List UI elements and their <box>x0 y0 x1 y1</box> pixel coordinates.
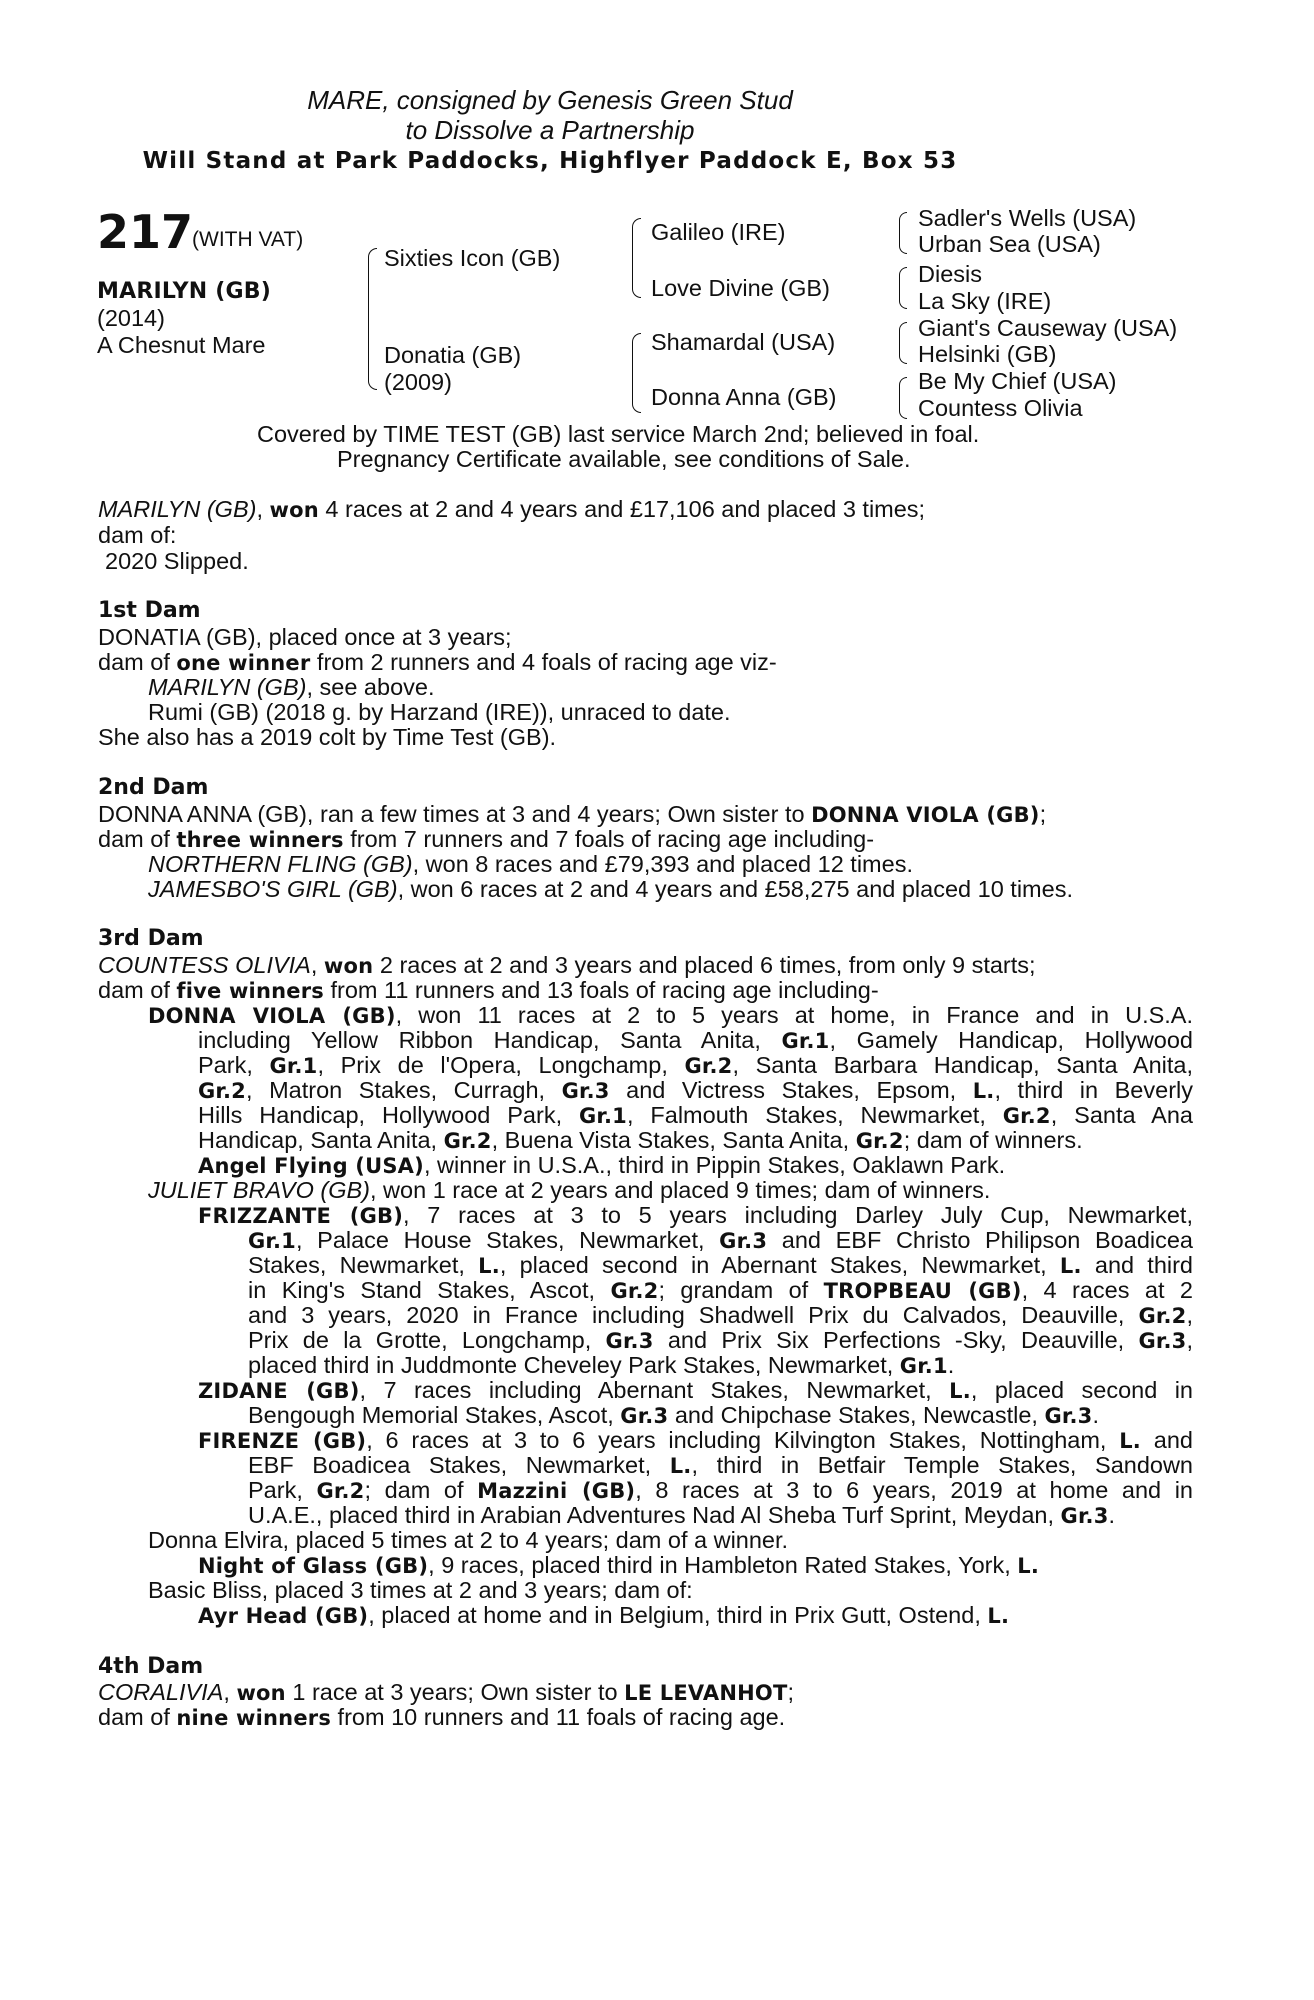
intro-foal: 2020 Slipped. <box>105 548 249 574</box>
intro-name: MARILYN (GB) <box>98 496 257 522</box>
pedigree-dam: Donatia (GB) <box>384 342 522 368</box>
dam2-heading: 2nd Dam <box>98 775 209 800</box>
juliet-bravo-line: JULIET BRAVO (GB), won 1 race at 2 years and placed 9 times; dam of winners. <box>148 1177 991 1203</box>
firenze-line3: Park, Gr.2; dam of Mazzini (GB), 8 races at 3 to 6 years, 2019 at home and in <box>248 1477 1193 1503</box>
ayr-head-line: Ayr Head (GB), placed at home and in Belgium, third in Prix Gutt, Ostend, L. <box>198 1602 1010 1628</box>
dam1-line4: Rumi (GB) (2018 g. by Harzand (IRE)), unraced to date. <box>148 699 731 725</box>
zidane-line2: Bengough Memorial Stakes, Ascot, Gr.3 and Chipchase Stakes, Newcastle, Gr.3. <box>248 1402 1100 1428</box>
basic-bliss-line: Basic Bliss, placed 3 times at 2 and 3 years; dam of: <box>148 1577 693 1603</box>
horse-name: MARILYN (GB) <box>97 279 271 304</box>
firenze-line4: U.A.E., placed third in Arabian Adventures Nad Al Sheba Turf Sprint, Meydan, Gr.3. <box>248 1502 1116 1528</box>
vat-note: (WITH VAT) <box>192 228 304 251</box>
frizzante-line1: FRIZZANTE (GB), 7 races at 3 to 5 years including Darley July Cup, Newmarket, <box>198 1202 1193 1228</box>
frizzante-line6: Prix de la Grotte, Longchamp, Gr.3 and Prix Six Perfections -Sky, Deauville, Gr.3, <box>248 1327 1193 1353</box>
intro-line: MARILYN (GB), won 4 races at 2 and 4 years and £17,106 and placed 3 times; <box>98 496 926 522</box>
pedigree-brace-dam <box>632 333 641 413</box>
frizzante-line5: and 3 years, 2020 in France including Shadwell Prix du Calvados, Deauville, Gr.2, <box>248 1302 1193 1328</box>
dam1-line3: MARILYN (GB), see above. <box>148 674 435 700</box>
pedigree-ssd: Urban Sea (USA) <box>918 231 1101 257</box>
partnership-line: to Dissolve a Partnership <box>405 115 695 145</box>
pedigree-brace-3 <box>899 322 907 364</box>
lot-number: 217 <box>97 205 194 259</box>
dam1-line1: DONATIA (GB), placed once at 3 years; <box>98 624 512 650</box>
consignor-line: MARE, consigned by Genesis Green Stud <box>307 85 793 115</box>
pedigree-sd: Love Divine (GB) <box>651 275 830 301</box>
horse-description: A Chesnut Mare <box>97 332 266 358</box>
pedigree-dam-year: (2009) <box>384 369 452 395</box>
firenze-line1: FIRENZE (GB), 6 races at 3 to 6 years including Kilvington Stakes, Nottingham, L. and <box>198 1427 1193 1453</box>
dam4-line1: CORALIVIA, won 1 race at 3 years; Own sister to LE LEVANHOT; <box>98 1679 795 1705</box>
donna-viola-line2: including Yellow Ribbon Handicap, Santa Anita, Gr.1, Gamely Handicap, Hollywood <box>198 1027 1193 1053</box>
covered-line: Covered by TIME TEST (GB) last service March 2nd; believed in foal. <box>257 421 980 447</box>
pedigree-dsd: Helsinki (GB) <box>918 341 1057 367</box>
certificate-line: Pregnancy Certificate available, see conditions of Sale. <box>337 446 911 472</box>
pedigree-ds: Shamardal (USA) <box>651 329 836 355</box>
zidane-line1: ZIDANE (GB), 7 races including Abernant Stakes, Newmarket, L., placed second in <box>198 1377 1193 1403</box>
intro-won: won <box>269 498 319 522</box>
pedigree-brace-1 <box>899 212 907 254</box>
pedigree-dss: Giant's Causeway (USA) <box>918 315 1178 341</box>
dam1-line5: She also has a 2019 colt by Time Test (GB). <box>98 724 557 750</box>
donna-viola-line6: Handicap, Santa Anita, Gr.2, Buena Vista Stakes, Santa Anita, Gr.2; dam of winners. <box>198 1127 1083 1153</box>
frizzante-line4: in King's Stand Stakes, Ascot, Gr.2; grandam of TROPBEAU (GB), 4 races at 2 <box>248 1277 1193 1303</box>
pedigree-ddd: Countess Olivia <box>918 395 1083 421</box>
pedigree-sds: Diesis <box>918 261 982 287</box>
dam3-line2: dam of five winners from 11 runners and 13 foals of racing age including- <box>98 977 879 1003</box>
dam4-heading: 4th Dam <box>98 1654 204 1679</box>
pedigree-brace-2 <box>899 267 907 309</box>
pedigree-dds: Be My Chief (USA) <box>918 368 1117 394</box>
dam2-line3: NORTHERN FLING (GB), won 8 races and £79,393 and placed 12 times. <box>148 851 913 877</box>
dam3-line1: COUNTESS OLIVIA, won 2 races at 2 and 3 years and placed 6 times, from only 9 starts; <box>98 952 1036 978</box>
donna-viola-line1: DONNA VIOLA (GB), won 11 races at 2 to 5 years at home, in France and in U.S.A. <box>148 1002 1194 1028</box>
donna-viola-line5: Hills Handicap, Hollywood Park, Gr.1, Falmouth Stakes, Newmarket, Gr.2, Santa Ana <box>198 1102 1193 1128</box>
pedigree-sire: Sixties Icon (GB) <box>384 245 561 271</box>
pedigree-brace-sire <box>632 218 641 298</box>
frizzante-line3: Stakes, Newmarket, L., placed second in Abernant Stakes, Newmarket, L. and third <box>248 1252 1193 1278</box>
donna-viola-line3: Park, Gr.1, Prix de l'Opera, Longchamp, Gr.2, Santa Barbara Handicap, Santa Anita, <box>198 1052 1193 1078</box>
intro-damof: dam of: <box>98 522 177 548</box>
angel-flying-line: Angel Flying (USA), winner in U.S.A., third in Pippin Stakes, Oaklawn Park. <box>198 1152 1006 1178</box>
dam2-line1: DONNA ANNA (GB), ran a few times at 3 and 4 years; Own sister to DONNA VIOLA (GB); <box>98 801 1047 827</box>
firenze-line2: EBF Boadicea Stakes, Newmarket, L., third in Betfair Temple Stakes, Sandown <box>248 1452 1194 1478</box>
donna-viola-line4: Gr.2, Matron Stakes, Curragh, Gr.3 and Victress Stakes, Epsom, L., third in Beverly <box>198 1077 1193 1103</box>
pedigree-ss: Galileo (IRE) <box>651 219 786 245</box>
night-of-glass-line: Night of Glass (GB), 9 races, placed third in Hambleton Rated Stakes, York, L. <box>198 1552 1040 1578</box>
dam1-line2: dam of one winner from 2 runners and 4 foals of racing age viz- <box>98 649 777 675</box>
pedigree-brace-main <box>368 248 377 390</box>
pedigree-sdd: La Sky (IRE) <box>918 288 1052 314</box>
dam3-heading: 3rd Dam <box>98 926 204 951</box>
horse-year: (2014) <box>97 305 165 331</box>
dam4-line2: dam of nine winners from 10 runners and 11 foals of racing age. <box>98 1704 786 1730</box>
pedigree-dd: Donna Anna (GB) <box>651 384 837 410</box>
frizzante-line2: Gr.1, Palace House Stakes, Newmarket, Gr.3 and EBF Christo Philipson Boadicea <box>248 1227 1193 1253</box>
location-line: Will Stand at Park Paddocks, Highflyer Paddock E, Box 53 <box>142 148 958 174</box>
frizzante-line7: placed third in Juddmonte Cheveley Park Stakes, Newmarket, Gr.1. <box>248 1352 955 1378</box>
dam2-line4: JAMESBO'S GIRL (GB), won 6 races at 2 and 4 years and £58,275 and placed 10 times. <box>148 876 1073 902</box>
donna-elvira-line: Donna Elvira, placed 5 times at 2 to 4 years; dam of a winner. <box>148 1527 789 1553</box>
pedigree-brace-4 <box>899 377 907 419</box>
pedigree-sss: Sadler's Wells (USA) <box>918 205 1137 231</box>
dam2-line2: dam of three winners from 7 runners and 7 foals of racing age including- <box>98 826 875 852</box>
dam1-heading: 1st Dam <box>98 598 201 623</box>
